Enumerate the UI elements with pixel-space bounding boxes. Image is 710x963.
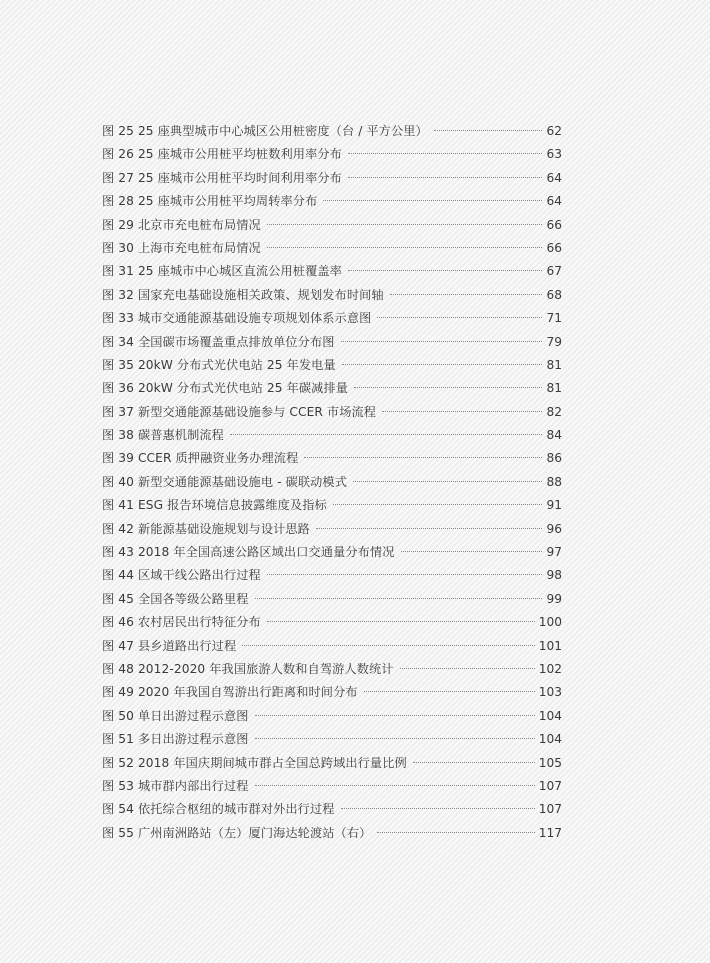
page-number: 105 (538, 755, 562, 770)
dot-leader (255, 715, 535, 716)
toc-entry[interactable] (102, 167, 562, 190)
page-number: 99 (546, 591, 562, 606)
dot-leader (364, 691, 535, 692)
dot-leader (348, 177, 543, 178)
toc-entry[interactable] (102, 728, 562, 751)
dot-leader (267, 574, 543, 575)
toc-entry[interactable] (102, 775, 562, 798)
page-number: 67 (546, 264, 562, 279)
entry-title: 图 32 国家充电基础设施相关政策、规划发布时间轴 (102, 287, 384, 302)
page-number: 64 (546, 194, 562, 209)
toc-entry[interactable] (102, 447, 562, 470)
dot-leader (267, 621, 535, 622)
entry-title: 图 39 CCER 质押融资业务办理流程 (102, 451, 299, 466)
entry-title: 图 46 农村居民出行特征分布 (102, 615, 261, 630)
page-number: 88 (546, 474, 562, 489)
entry-title: 图 25 25 座典型城市中心城区公用桩密度（台 / 平方公里） (102, 124, 428, 138)
dot-leader (348, 153, 543, 154)
dot-leader (230, 434, 543, 435)
dot-leader (390, 294, 543, 295)
entry-title: 图 28 25 座城市公用桩平均周转率分布 (102, 194, 318, 209)
toc-entry[interactable] (102, 143, 562, 166)
page-number: 91 (546, 498, 562, 513)
entry-title: 图 34 全国碳市场覆盖重点排放单位分布图 (102, 334, 335, 349)
toc-entry[interactable] (102, 752, 562, 775)
dot-leader (316, 528, 543, 529)
dot-leader (255, 785, 535, 786)
page-number: 66 (546, 217, 562, 232)
dot-leader (267, 247, 543, 248)
dot-leader (267, 224, 543, 225)
toc-entry[interactable] (102, 564, 562, 587)
dot-leader (242, 645, 534, 646)
dot-leader (304, 457, 542, 458)
toc-entry[interactable] (102, 401, 562, 424)
toc-entry[interactable] (102, 214, 562, 237)
dot-leader (400, 668, 535, 669)
page-number: 84 (546, 428, 562, 443)
entry-title: 图 41 ESG 报告环境信息披露维度及指标 (102, 498, 327, 513)
toc-entry[interactable] (102, 798, 562, 821)
page-number: 64 (546, 170, 562, 185)
entry-title: 图 26 25 座城市公用桩平均桩数利用率分布 (102, 147, 342, 162)
page-number: 63 (546, 147, 562, 162)
entry-title: 图 49 2020 年我国自驾游出行距离和时间分布 (102, 685, 358, 700)
dot-leader (323, 200, 542, 201)
dot-leader (333, 504, 543, 505)
dot-leader (382, 411, 542, 412)
page-number: 79 (546, 334, 562, 349)
page-number: 98 (546, 568, 562, 583)
dot-leader (413, 762, 535, 763)
entry-title: 图 31 25 座城市中心城区直流公用桩覆盖率 (102, 264, 342, 279)
entry-title: 图 47 县乡道路出行过程 (102, 638, 237, 653)
toc-entry[interactable] (102, 120, 562, 143)
entry-title: 图 48 2012-2020 年我国旅游人数和自驾游人数统计 (102, 661, 394, 676)
entry-title: 图 54 依托综合枢纽的城市群对外出行过程 (102, 802, 335, 817)
page-number: 71 (546, 311, 562, 326)
toc-entry[interactable] (102, 518, 562, 541)
entry-title: 图 38 碳普惠机制流程 (102, 428, 224, 443)
page-number: 102 (538, 661, 562, 676)
entry-title: 图 50 单日出游过程示意图 (102, 708, 249, 723)
dot-leader (255, 598, 543, 599)
page-number: 82 (546, 404, 562, 419)
dot-leader (401, 551, 543, 552)
entry-title: 图 37 新型交通能源基础设施参与 CCER 市场流程 (102, 404, 377, 419)
toc-entry[interactable] (102, 237, 562, 260)
toc-entry[interactable] (102, 284, 562, 307)
toc-entry[interactable] (102, 681, 562, 704)
dot-leader (377, 317, 542, 318)
page-number: 86 (546, 451, 562, 466)
toc-entry[interactable] (102, 424, 562, 447)
toc-entry[interactable] (102, 471, 562, 494)
toc-entry[interactable] (102, 331, 562, 354)
page-number: 66 (546, 240, 562, 255)
page-number: 81 (546, 357, 562, 372)
page-number: 68 (546, 287, 562, 302)
page-number: 62 (546, 124, 562, 138)
dot-leader (341, 808, 535, 809)
entry-title: 图 44 区域干线公路出行过程 (102, 568, 261, 583)
page-number: 97 (546, 545, 562, 560)
entry-title: 图 30 上海市充电桩布局情况 (102, 240, 261, 255)
toc-entry[interactable] (102, 307, 562, 330)
toc-entry[interactable] (102, 377, 562, 400)
entry-title: 图 42 新能源基础设施规划与设计思路 (102, 521, 310, 536)
entry-title: 图 51 多日出游过程示意图 (102, 732, 249, 747)
toc-entry[interactable] (102, 635, 562, 658)
dot-leader (342, 364, 543, 365)
entry-title: 图 55 广州南洲路站（左）厦门海达轮渡站（右） (102, 825, 372, 840)
page-number: 81 (546, 381, 562, 396)
page-number: 100 (538, 615, 562, 630)
toc-entry[interactable] (102, 658, 562, 681)
page-number: 101 (538, 638, 562, 653)
entry-title: 图 35 20kW 分布式光伏电站 25 年发电量 (102, 357, 336, 372)
dot-leader (348, 270, 543, 271)
toc-entry[interactable] (102, 611, 562, 634)
page-number: 117 (538, 825, 562, 840)
entry-title: 图 43 2018 年全国高速公路区域出口交通量分布情况 (102, 545, 395, 560)
toc-entry[interactable] (102, 541, 562, 564)
toc-entry[interactable] (102, 354, 562, 377)
dot-leader (354, 387, 542, 388)
page-number: 104 (538, 708, 562, 723)
entry-title: 图 45 全国各等级公路里程 (102, 591, 249, 606)
toc-entry[interactable] (102, 822, 562, 845)
page-number: 103 (538, 685, 562, 700)
toc-entry[interactable] (102, 588, 562, 611)
dot-leader (341, 341, 543, 342)
entry-title: 图 36 20kW 分布式光伏电站 25 年碳减排量 (102, 381, 349, 396)
figure-list (102, 120, 562, 845)
page-number: 107 (538, 802, 562, 817)
toc-entry[interactable] (102, 705, 562, 728)
entry-title: 图 53 城市群内部出行过程 (102, 778, 249, 793)
dot-leader (434, 130, 543, 131)
dot-leader (255, 738, 535, 739)
entry-title: 图 40 新型交通能源基础设施电 - 碳联动模式 (102, 474, 347, 489)
dot-leader (377, 832, 534, 833)
entry-title: 图 29 北京市充电桩布局情况 (102, 217, 261, 232)
toc-entry[interactable] (102, 190, 562, 213)
entry-title: 图 33 城市交通能源基础设施专项规划体系示意图 (102, 311, 372, 326)
page-number: 104 (538, 732, 562, 747)
entry-title: 图 27 25 座城市公用桩平均时间利用率分布 (102, 170, 342, 185)
toc-entry[interactable] (102, 494, 562, 517)
page-number: 107 (538, 778, 562, 793)
page-number: 96 (546, 521, 562, 536)
dot-leader (353, 481, 542, 482)
entry-title: 图 52 2018 年国庆期间城市群占全国总跨域出行量比例 (102, 755, 407, 770)
toc-entry[interactable] (102, 260, 562, 283)
